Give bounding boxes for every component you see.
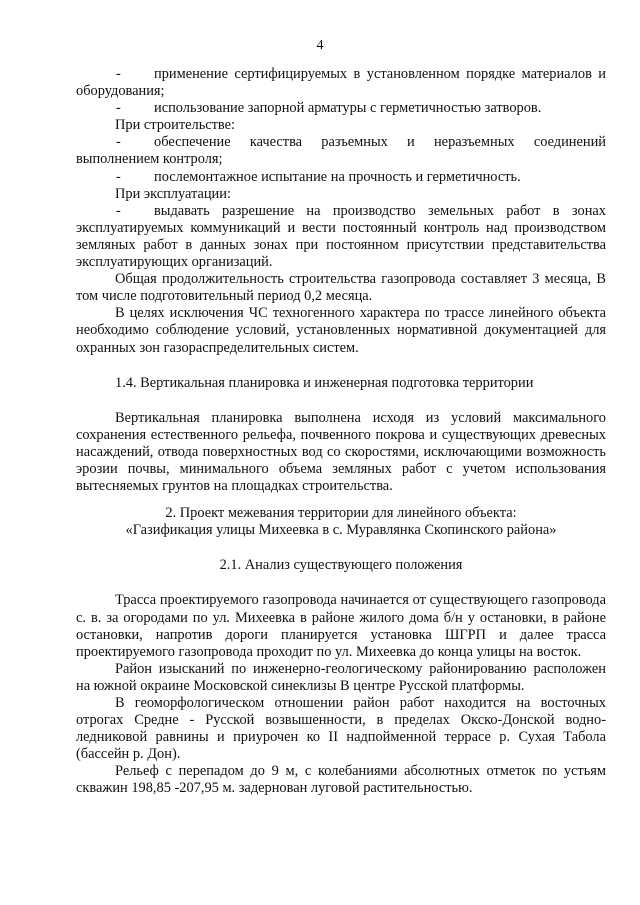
section-heading-2-1: 2.1. Анализ существующего положения (219, 557, 463, 574)
paragraph: Район изысканий по инженерно-геологическому районированию расположен на южной окраине Московской синеклизы В центре Русской платформы. (76, 660, 606, 694)
page-body (76, 66, 606, 798)
list-item (76, 100, 606, 117)
list-intro-construction: При строительстве: (115, 117, 236, 134)
paragraph-duration: Общая продолжительность строительства газопровода составляет 3 месяца, В том числе подготовительный период 0,2 месяца. (76, 271, 606, 305)
list-item (76, 134, 606, 168)
page-number: 4 (316, 38, 324, 53)
section-heading-1-4: 1.4. Вертикальная планировка и инженерная подготовка территории (115, 374, 534, 391)
list-item (76, 66, 606, 100)
section-heading-2-line2: «Газификация улицы Михеевка в с. Муравлянка Скопинского района» (125, 522, 557, 539)
section-heading-2-line1: 2. Проект межевания территории для линейного объекта: (165, 505, 517, 522)
paragraph: Рельеф с перепадом до 9 м, с колебаниями абсолютных отметок по устьям скважин 198,85 -207,95 м. задернован луговой растительностью. (76, 763, 606, 797)
list-item-text: обеспечение качества разъемных и неразъемных соединений выполнением контроля; (76, 134, 606, 168)
list-item-text: применение сертифицируемых в установленном порядке материалов и оборудования; (76, 66, 606, 100)
list-marker: - (116, 202, 121, 219)
list-item (76, 169, 606, 186)
list-marker: - (116, 168, 121, 185)
paragraph: Трасса проектируемого газопровода начинается от существующего газопровода с. в. за огородами по ул. Михеевка в районе жилого дома б/н у остановки, в районе остановки, напротив дороги планируется установка ШГРП и далее трасса проектируемого газопровода проходит по ул. Михеевка до конца улицы на восток. (76, 592, 606, 660)
list-marker: - (116, 100, 121, 117)
list-marker: - (116, 66, 121, 82)
list-item-text: использование запорной арматуры с герметичностью затворов. (154, 100, 542, 117)
list-item-text: выдавать разрешение на производство земельных работ в зонах эксплуатируемых коммуникаций и вести постоянный контроль над производством земляных работ в данных зонах при постоянном присутствии представительства эксплуатирующих организаций. (76, 202, 606, 271)
paragraph-emergency: В целях исключения ЧС техногенного характера по трассе линейного объекта необходимо соблюдение условий, установленных нормативной документацией для охранных зон газораспределительных систем. (76, 305, 606, 356)
list-marker: - (116, 134, 121, 151)
paragraph-vertical-planning: Вертикальная планировка выполнена исходя из условий максимального сохранения естественного рельефа, почвенного покрова и существующих древесных насаждений, отвода поверхностных вод со скоростями, исключающими возможность эрозии почвы, минимального объема земляных работ с учетом использования вытесняемых грунтов на площадках строительства. (76, 409, 606, 495)
list-item-text: послемонтажное испытание на прочность и герметичность. (154, 168, 521, 185)
list-intro-operation: При эксплуатации: (115, 185, 231, 202)
list-item (76, 203, 606, 271)
paragraph: В геоморфологическом отношении район работ находится на восточных отрогах Средне - Русской возвышенности, в пределах Окско-Донской водно-ледниковой равнины и приурочен ко II надпойменной террасе р. Сухая Табола (бассейн р. Дон). (76, 695, 606, 763)
